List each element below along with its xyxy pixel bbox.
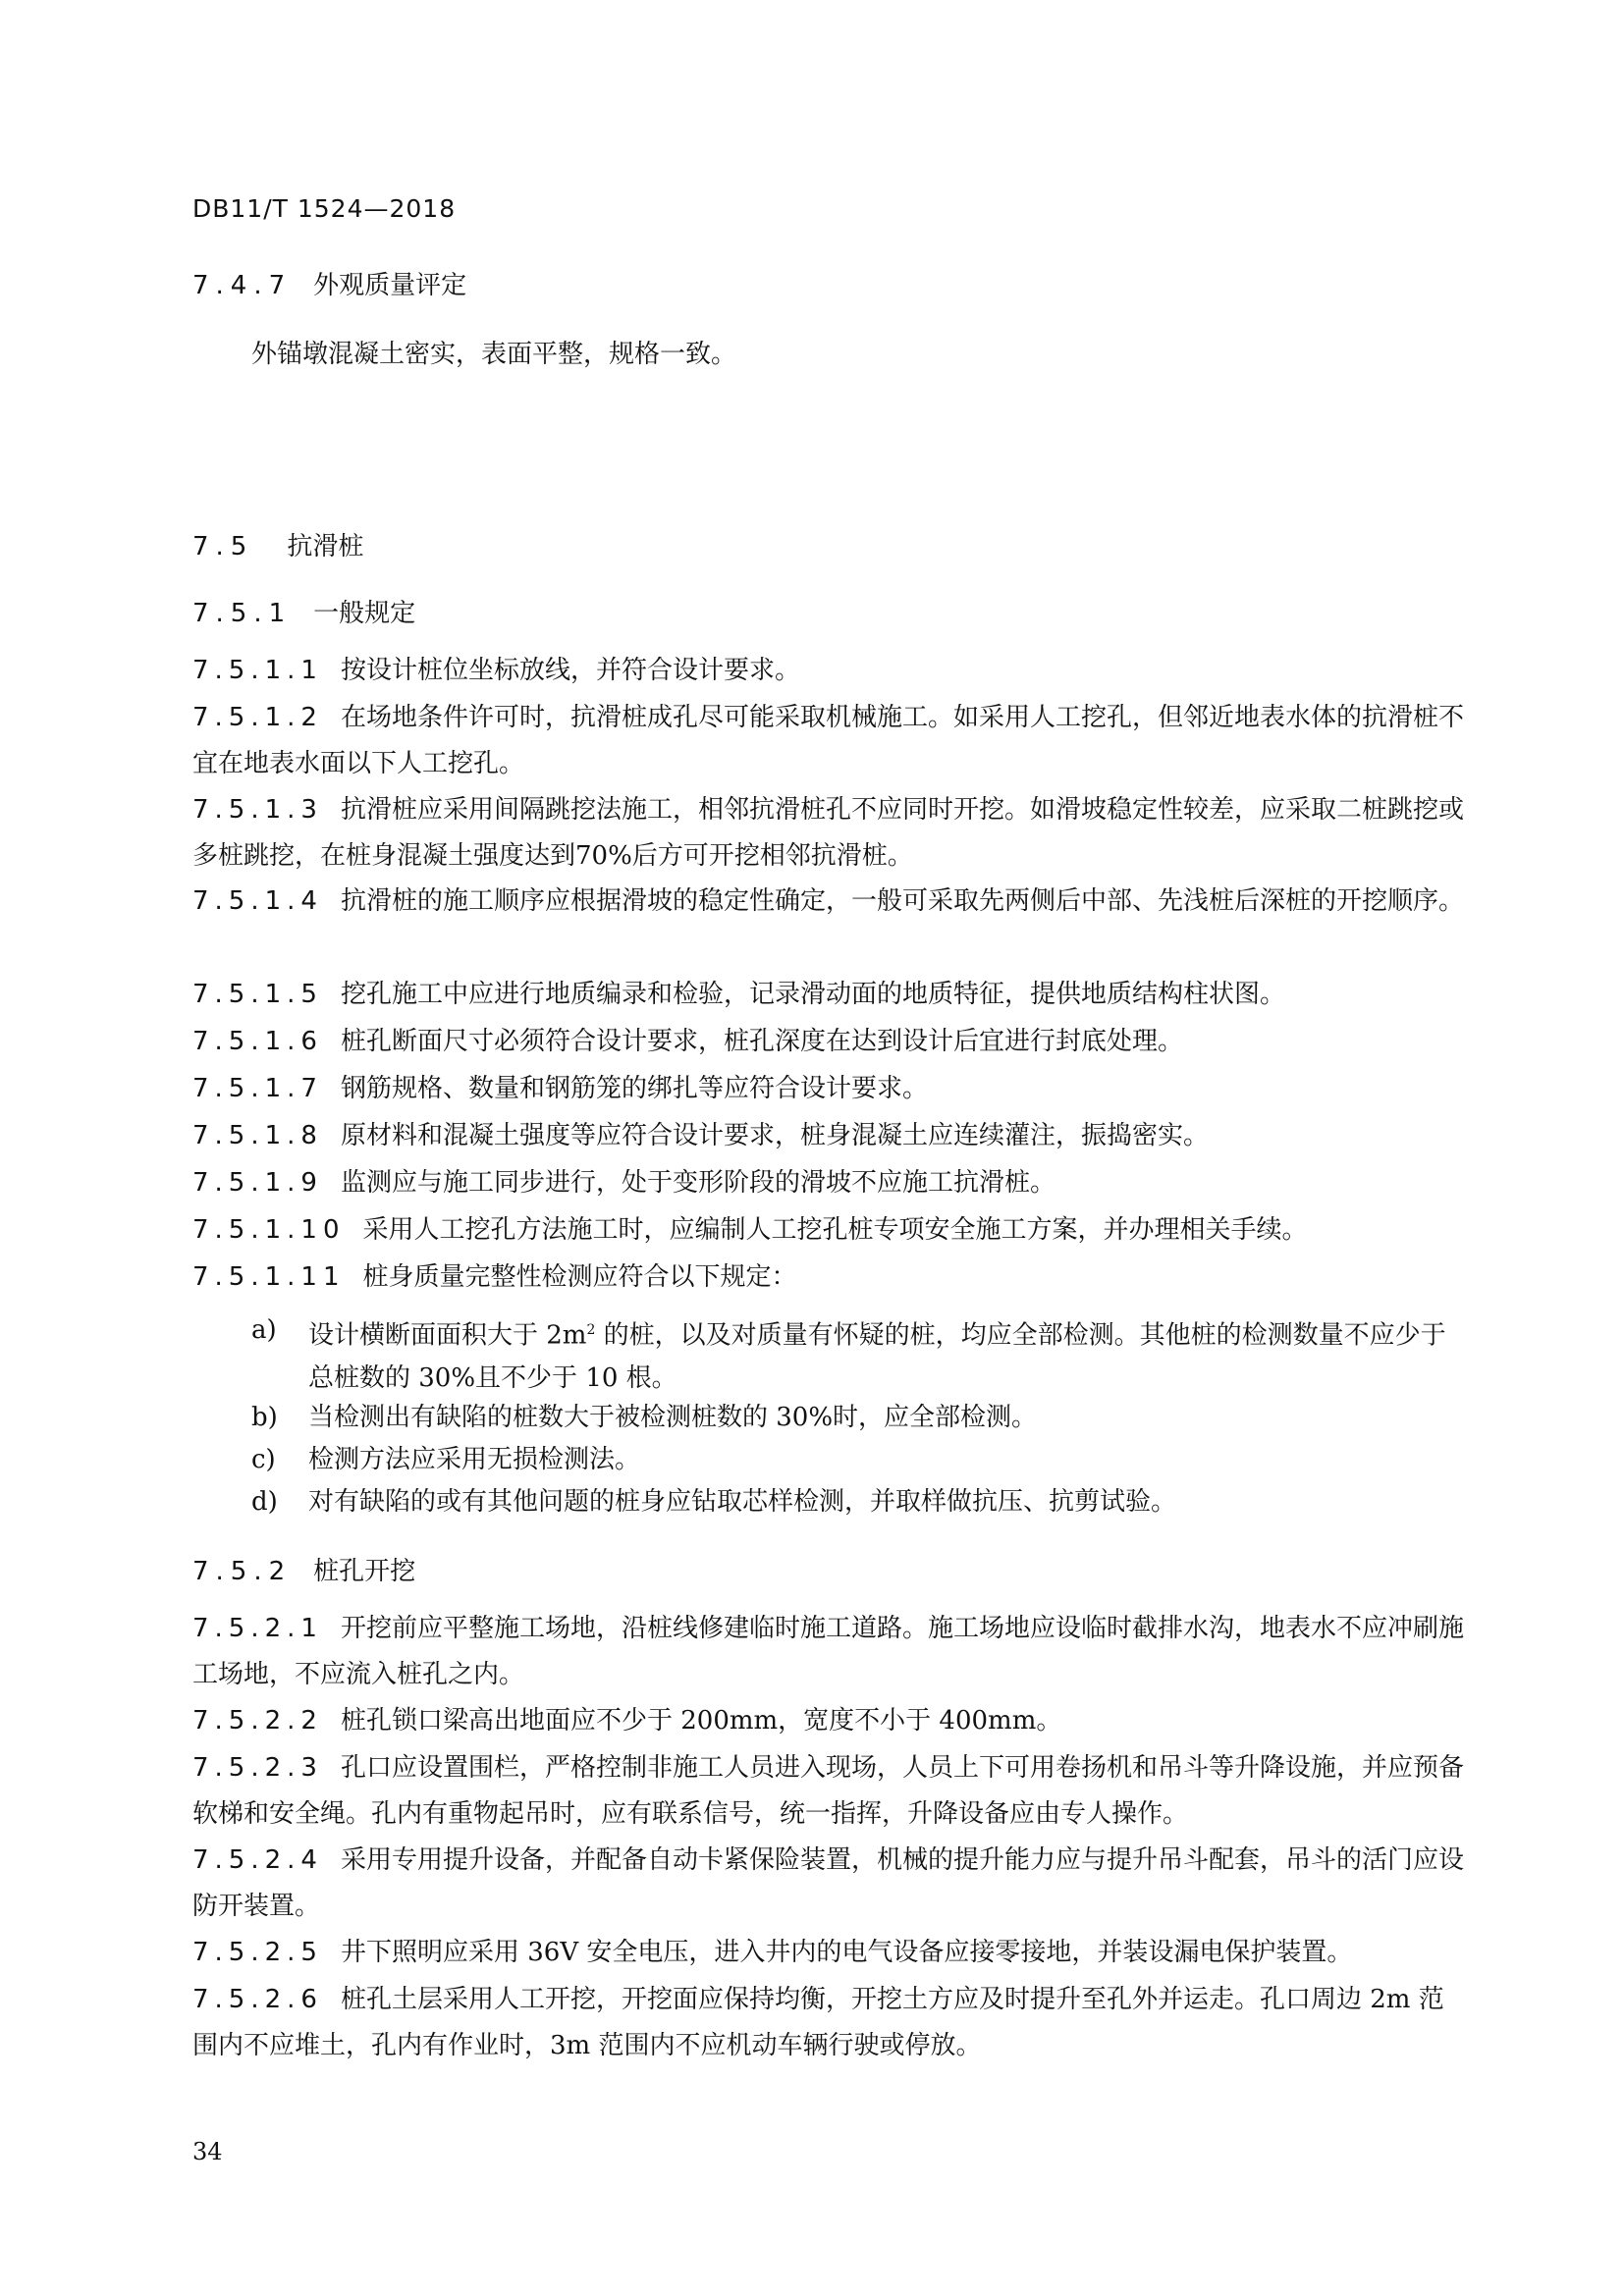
clause-number: 7.5.1.3: [192, 795, 323, 825]
clause-text: 井下照明应采用 36V 安全电压，进入井内的电气设备应接零接地，并装设漏电保护装置。: [340, 1938, 1353, 1967]
clause-text: 钢筋规格、数量和钢筋笼的绑扎等应符合设计要求。: [340, 1074, 928, 1103]
clause-text: 在场地条件许可时，抗滑桩成孔尽可能采取机械施工。如采用人工挖孔，但邻近地表水体的抗滑桩不宜在地表水面以下人工挖孔。: [192, 703, 1464, 778]
paragraph-7-4-7: 外锚墩混凝土密实，表面平整，规格一致。: [251, 340, 737, 369]
clause-number: 7.5.2.1: [192, 1614, 323, 1643]
list-item: [251, 1309, 1469, 1400]
heading-7-5-1: [192, 593, 415, 629]
superscript: 2: [586, 1322, 596, 1338]
clause: [192, 1160, 1469, 1206]
list-label: b): [251, 1403, 278, 1432]
clause-text: 按设计桩位坐标放线，并符合设计要求。: [340, 656, 800, 685]
clause: [192, 1977, 1469, 2069]
clause-text: 原材料和混凝土强度等应符合设计要求，桩身混凝土应连续灌注，振捣密实。: [340, 1121, 1209, 1150]
clause: [192, 1930, 1469, 1976]
heading-title: 桩孔开挖: [313, 1557, 416, 1586]
clause-text: 桩孔土层采用人工开挖，开挖面应保持均衡，开挖土方应及时提升至孔外并运走。孔口周边 2m 范围内不应堆土，孔内有作业时，3m 范围内不应机动车辆行驶或停放。: [192, 1985, 1444, 2060]
clause-text: 采用专用提升设备，并配备自动卡紧保险装置，机械的提升能力应与提升吊斗配套，吊斗的活门应设防开装置。: [192, 1845, 1464, 1921]
clause: [192, 787, 1469, 880]
list-text: 检测方法应采用无损检测法。: [308, 1445, 641, 1474]
clause-text: 桩孔锁口梁高出地面应不少于 200mm，宽度不小于 400mm。: [340, 1706, 1062, 1735]
heading-number: 7.5.1: [192, 599, 293, 628]
clause: [192, 1606, 1469, 1698]
clause: [192, 972, 1469, 1018]
heading-7-5-2: [192, 1551, 415, 1587]
clause-text: 采用人工挖孔方法施工时，应编制人工挖孔桩专项安全施工方案，并办理相关手续。: [362, 1215, 1308, 1245]
clause-number: 7.5.1.10: [192, 1215, 346, 1245]
standard-code: DB11/T 1524—2018: [192, 194, 457, 223]
clause: [192, 1698, 1469, 1744]
heading-title: 外观质量评定: [313, 271, 467, 300]
clause-number: 7.5.1.5: [192, 980, 323, 1009]
list-label: a): [251, 1315, 277, 1345]
clause-number: 7.5.1.11: [192, 1262, 346, 1292]
clause: [192, 1113, 1469, 1159]
clause-number: 7.5.1.7: [192, 1074, 323, 1103]
clause-text: 孔口应设置围栏，严格控制非施工人员进入现场，人员上下可用卷扬机和吊斗等升降设施，并应预备软梯和安全绳。孔内有重物起吊时，应有联系信号，统一指挥，升降设备应由专人操作。: [192, 1753, 1464, 1829]
heading-number: 7.4.7: [192, 271, 293, 300]
clause-number: 7.5.1.4: [192, 886, 323, 916]
clause-text: 抗滑桩应采用间隔跳挖法施工，相邻抗滑桩孔不应同时开挖。如滑坡稳定性较差，应采取二桩跳挖或多桩跳挖，在桩身混凝土强度达到70%后方可开挖相邻抗滑桩。: [192, 795, 1464, 871]
clause: [192, 1066, 1469, 1112]
clause-number: 7.5.1.9: [192, 1168, 323, 1198]
clause-text: 桩孔断面尺寸必须符合设计要求，桩孔深度在达到设计后宜进行封底处理。: [340, 1027, 1183, 1056]
page-number: 34: [192, 2138, 223, 2165]
clause-text: 抗滑桩的施工顺序应根据滑坡的稳定性确定，一般可采取先两侧后中部、先浅桩后深桩的开挖顺序。: [340, 886, 1464, 916]
clause-number: 7.5.1.8: [192, 1121, 323, 1150]
clause: [192, 1019, 1469, 1065]
clause-number: 7.5.2.4: [192, 1845, 323, 1875]
clause-number: 7.5.1.6: [192, 1027, 323, 1056]
clause: [192, 1255, 1469, 1301]
clause-number: 7.5.2.5: [192, 1938, 323, 1967]
list-item: [251, 1481, 1469, 1523]
clause-text: 开挖前应平整施工场地，沿桩线修建临时施工道路。施工场地应设临时截排水沟，地表水不应冲刷施工场地，不应流入桩孔之内。: [192, 1614, 1464, 1689]
heading-7-4-7: [192, 265, 466, 301]
list-label: d): [251, 1487, 278, 1517]
clause: [192, 695, 1469, 787]
heading-number: 7.5.2: [192, 1557, 293, 1586]
heading-7-5: [192, 526, 363, 562]
clause: [192, 1838, 1469, 1930]
clause-number: 7.5.2.2: [192, 1706, 323, 1735]
clause: [192, 879, 1469, 925]
clause: [192, 648, 1469, 694]
list-label: c): [251, 1445, 276, 1474]
heading-number: 7.5: [192, 532, 254, 561]
clause-number: 7.5.1.2: [192, 703, 323, 732]
list-item: [251, 1439, 1469, 1481]
list-item: [251, 1397, 1469, 1439]
list-text: 对有缺陷的或有其他问题的桩身应钻取芯样检测，并取样做抗压、抗剪试验。: [308, 1487, 1177, 1517]
clause: [192, 1745, 1469, 1838]
list-text: 设计横断面面积大于 $2m^2$ 的桩，以及对质量有怀疑的桩，均应全部检测。其他桩的检测数量不应少于总桩数的 30%且不少于 10 根。: [308, 1320, 1446, 1393]
clause-text: 桩身质量完整性检测应符合以下规定：: [362, 1262, 797, 1292]
clause-number: 7.5.1.1: [192, 656, 323, 685]
clause-number: 7.5.2.6: [192, 1985, 323, 2014]
clause-number: 7.5.2.3: [192, 1753, 323, 1783]
clause: [192, 1207, 1469, 1254]
list-text: 当检测出有缺陷的桩数大于被检测桩数的 30%时，应全部检测。: [308, 1403, 1038, 1432]
clause-text: 监测应与施工同步进行，处于变形阶段的滑坡不应施工抗滑桩。: [340, 1168, 1056, 1198]
clause-text: 挖孔施工中应进行地质编录和检验，记录滑动面的地质特征，提供地质结构柱状图。: [340, 980, 1285, 1009]
heading-title: 抗滑桩: [287, 532, 364, 561]
heading-title: 一般规定: [313, 599, 416, 628]
